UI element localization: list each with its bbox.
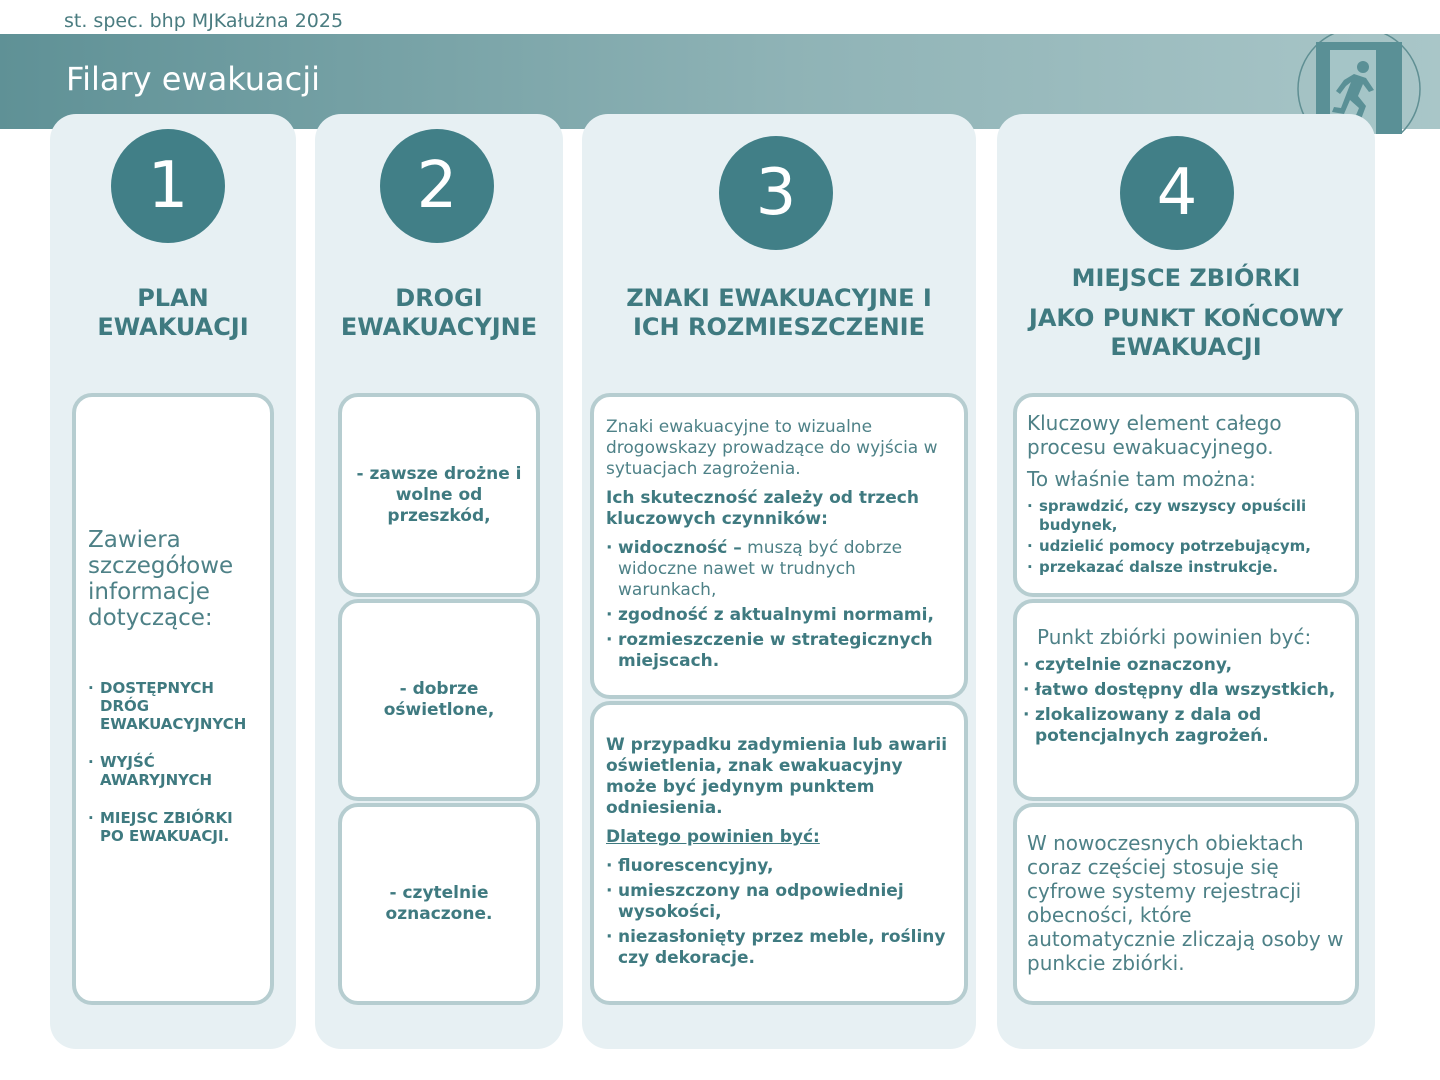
signs-factor-item: · rozmieszczenie w strategicznych miejscach.	[606, 630, 952, 672]
author-credit: st. spec. bhp MJKałużna 2025	[64, 10, 344, 32]
plan-info-box: Zawiera szczegółowe informacje dotyczące: · DOSTĘPNYCH DRÓG EWAKUACYJNYCH · WYJŚĆ AWARYJNYCH · MIEJSC ZBIÓRKI PO EWAKUACJI.	[72, 393, 274, 1005]
pillar-2-title: DROGI EWAKUACYJNE	[340, 284, 538, 341]
pillar-3-panel	[582, 114, 976, 1049]
plan-item: · WYJŚĆ AWARYJNYCH	[88, 753, 260, 789]
page-title: Filary ewakuacji	[66, 60, 321, 98]
assembly-requirement-item: · czytelnie oznaczony,	[1023, 655, 1347, 676]
pillar-3-title: ZNAKI EWAKUACYJNE I ICH ROZMIESZCZENIE	[626, 284, 932, 341]
assembly-box-3: W nowoczesnych obiektach coraz częściej stosuje się cyfrowe systemy rejestracji obecności, które automatycznie zliczają osoby w punkcie zbiórki.	[1013, 803, 1359, 1005]
pillar-1-panel	[50, 114, 296, 1049]
signs-requirement-item: · umieszczony na odpowiedniej wysokości,	[606, 881, 952, 923]
assembly-action-item: · sprawdzić, czy wszyscy opuścili budynek,	[1027, 497, 1345, 535]
assembly-requirement-item: · zlokalizowany z dala od potencjalnych zagrożeń.	[1023, 705, 1347, 747]
plan-item: · MIEJSC ZBIÓRKI PO EWAKUACJI.	[88, 809, 260, 845]
pillar-2-panel	[315, 114, 563, 1049]
signs-factor-item: · widoczność – muszą być dobrze widoczne nawet w trudnych warunkach,	[606, 538, 952, 601]
assembly-requirement-item: · łatwo dostępny dla wszystkich,	[1023, 680, 1347, 701]
assembly-box-2: Punkt zbiórki powinien być: · czytelnie oznaczony, · łatwo dostępny dla wszystkich, · zlokalizowany z dala od potencjalnych zagrożeń.	[1013, 599, 1359, 801]
routes-box-3: - czytelnie oznaczone.	[338, 803, 540, 1005]
assembly-action-item: · przekazać dalsze instrukcje.	[1027, 558, 1345, 577]
signs-requirement-item: · fluorescencyjny,	[606, 856, 952, 877]
pillar-2-number: 2	[380, 129, 494, 243]
assembly-box-1: Kluczowy element całego procesu ewakuacyjnego. To właśnie tam można: · sprawdzić, czy wszyscy opuścili budynek, · udzielić pomocy potrzebującym, · przekazać dalsze instrukcje.	[1013, 393, 1359, 597]
plan-item: · DOSTĘPNYCH DRÓG EWAKUACYJNYCH	[88, 679, 260, 733]
routes-box-1: - zawsze drożne i wolne od przeszkód,	[338, 393, 540, 597]
routes-box-2: - dobrze oświetlone,	[338, 599, 540, 801]
signs-requirement-item: · niezasłonięty przez meble, rośliny czy dekoracje.	[606, 927, 952, 969]
pillar-1-number: 1	[111, 129, 225, 243]
pillar-4-title: MIEJSCE ZBIÓRKI JAKO PUNKT KOŃCOWY EWAKUACJI	[1028, 264, 1344, 361]
signs-box-2: W przypadku zadymienia lub awarii oświetlenia, znak ewakuacyjny może być jedynym punktem odniesienia. Dlatego powinien być: · fluorescencyjny, · umieszczony na odpowiedniej wysokości, · niezasłonięty przez meble, rośliny czy dekoracje.	[590, 701, 968, 1005]
pillar-3-number: 3	[719, 136, 833, 250]
assembly-action-item: · udzielić pomocy potrzebującym,	[1027, 537, 1345, 556]
pillar-1-title: PLAN EWAKUACJI	[97, 284, 249, 341]
pillar-4-panel	[997, 114, 1375, 1049]
signs-box-1: Znaki ewakuacyjne to wizualne drogowskazy prowadzące do wyjścia w sytuacjach zagrożenia. Ich skuteczność zależy od trzech kluczowych czynników: · widoczność – muszą być dobrze widoczne nawet w trudnych warunkach, · zgodność z aktualnymi normami, · rozmieszczenie w strategicznych miejscach.	[590, 393, 968, 699]
signs-factor-item: · zgodność z aktualnymi normami,	[606, 605, 952, 626]
pillar-4-number: 4	[1120, 136, 1234, 250]
